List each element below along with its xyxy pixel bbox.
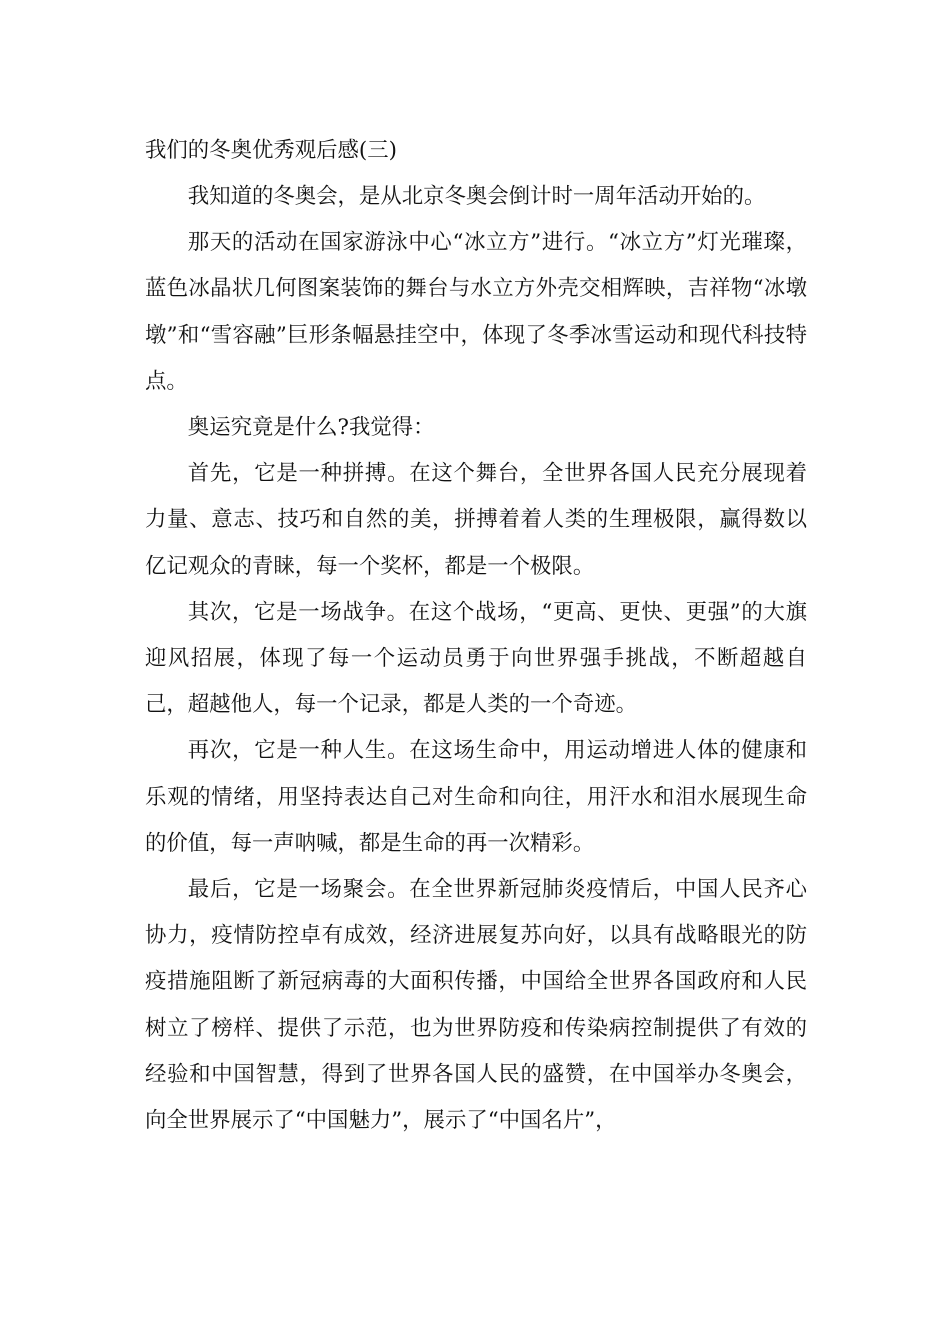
paragraph-third: 再次，它是一种人生。在这场生命中，用运动增进人体的健康和乐观的情绪，用坚持表达自己对生命和向往，用汗水和泪水展现生命的价值，每一声呐喊，都是生命的再一次精彩。	[145, 738, 807, 856]
document-body	[145, 128, 807, 1144]
paragraph-intro: 我知道的冬奥会，是从北京冬奥会倒计时一周年活动开始的。	[187, 184, 766, 209]
paragraph-last: 最后，它是一场聚会。在全世界新冠肺炎疫情后，中国人民齐心协力，疫情防控卓有成效，经济进展复苏向好，以具有战略眼光的防疫措施阻断了新冠病毒的大面积传播，中国给全世界各国政府和人民树立了榜样、提供了示范，也为世界防疫和传染病控制提供了有效的经验和中国智慧，得到了世界各国人民的盛赞，在中国举办冬奥会，向全世界展示了“中国魅力”，展示了“中国名片”，	[145, 877, 807, 1134]
document-title: 我们的冬奥优秀观后感(三)	[145, 138, 397, 163]
paragraph-question: 奥运究竟是什么?我觉得：	[187, 415, 435, 441]
paragraph-second: 其次，它是一场战争。在这个战场，“更高、更快、更强”的大旗迎风招展，体现了每一个运动员勇于向世界强手挑战，不断超越自己，超越他人，每一个记录，都是人类的一个奇迹。	[145, 599, 807, 718]
paragraph-first: 首先，它是一种拼搏。在这个舞台，全世界各国人民充分展现着力量、意志、技巧和自然的美，拼搏着着人类的生理极限，赢得数以亿记观众的青睐，每一个奖杯，都是一个极限。	[145, 461, 807, 579]
paragraph-event: 那天的活动在国家游泳中心“冰立方”进行。“冰立方”灯光璀璨，蓝色冰晶状几何图案装饰的舞台与水立方外壳交相辉映，吉祥物“冰墩墩”和“雪容融”巨形条幅悬挂空中，体现了冬季冰雪运动和现代科技特点。	[145, 230, 807, 394]
